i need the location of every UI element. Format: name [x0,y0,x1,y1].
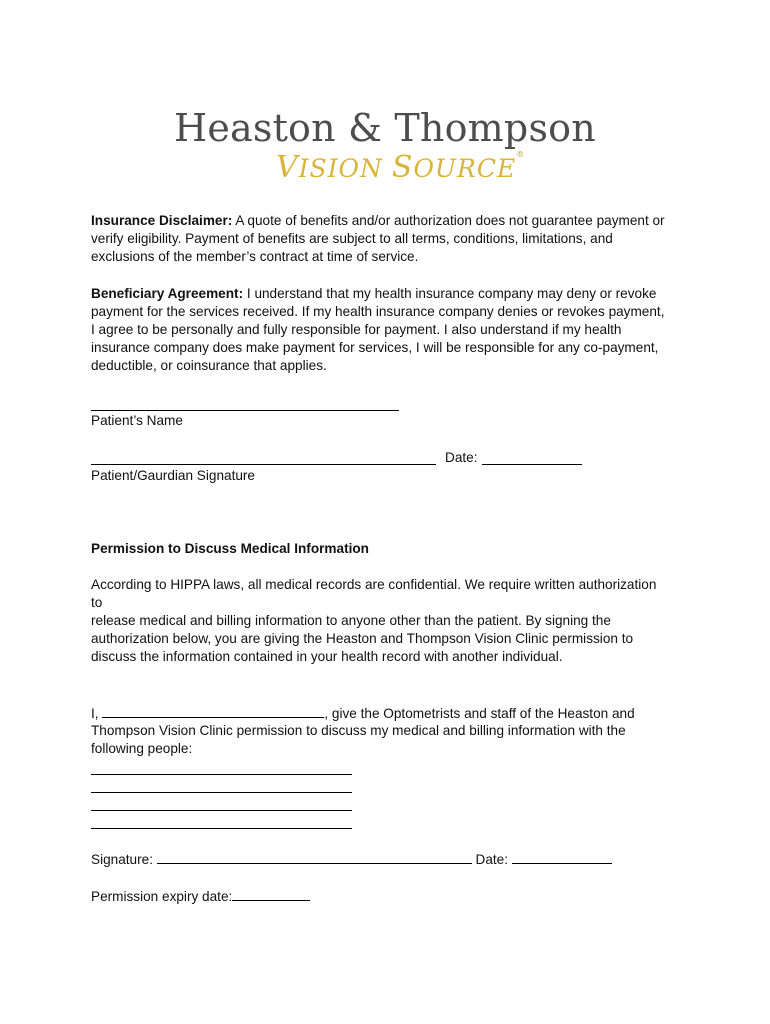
beneficiary-line-1 [91,285,656,303]
permission-line-1: According to HIPPA laws, all medical records are confidential. We require written authorization [91,577,657,592]
permission-line-3: release medical and billing information to anyone other than the patient. By signing the [91,613,611,628]
authorized-person-field-2[interactable] [91,792,352,793]
beneficiary-line-4: insurance company does make payment for services, I will be responsible for any co-payment, [91,340,659,355]
expiry-label: Permission expiry date: [91,889,233,904]
beneficiary-line-2: payment for the services received. If my health insurance company denies or revokes payment, [91,304,665,319]
bottom-date-field[interactable] [512,850,612,864]
date-field[interactable] [482,464,582,465]
permission-line-5: discuss the information contained in your health record with another individual. [91,649,563,664]
date-label: Date: [445,450,478,465]
logo-subtitle [276,150,525,185]
insurance-line-1 [91,212,665,230]
authorization-line-1 [91,704,635,723]
beneficiary-line-3: I agree to be personally and fully responsible for payment. I also understand if my health [91,322,622,337]
insurance-heading: Insurance Disclaimer: [91,213,233,228]
insurance-text-1: A quote of benefits and/or authorization does not guarantee payment or [232,213,665,228]
authorization-line-2: Thompson Vision Clinic permission to discuss my medical and billing information with the [91,723,626,738]
permission-line-4: authorization below, you are giving the Heaston and Thompson Vision Clinic permission to [91,631,634,646]
registered-mark: ® [516,150,526,159]
logo-subtitle-ource: OURCE [413,154,517,183]
logo-subtitle-ision: ISION [298,154,392,183]
signature-field[interactable] [157,850,472,864]
expiry-date-field[interactable] [232,887,310,901]
beneficiary-heading: Beneficiary Agreement: [91,286,244,301]
beneficiary-text-1: I understand that my health insurance company may deny or revoke [243,286,657,301]
expiry-row [91,887,310,906]
signature-label: Signature: [91,852,153,867]
patient-name-label: Patient’s Name [91,413,183,428]
authorizing-person-field[interactable] [102,704,324,718]
signature-row [91,850,612,869]
patient-name-field[interactable] [91,410,399,411]
insurance-line-3: exclusions of the member’s contract at time of service. [91,249,419,264]
patient-signature-label: Patient/Gaurdian Signature [91,468,255,483]
logo-subtitle-v: V [276,150,299,185]
insurance-line-2: verify eligibility. Payment of benefits are subject to all terms, conditions, limitations, and [91,231,613,246]
authorized-person-field-1[interactable] [91,774,352,775]
patient-signature-field[interactable] [91,464,436,465]
beneficiary-line-5: deductible, or coinsurance that applies. [91,358,327,373]
authorization-line-3: following people: [91,741,193,756]
logo-title: Heaston & Thompson [174,106,596,150]
logo-subtitle-s: S [391,150,414,185]
clinic-logo [0,100,770,190]
authorized-person-field-4[interactable] [91,828,352,829]
permission-line-2: to [91,595,103,610]
authorization-text-1: , give the Optometrists and staff of the Heaston and [324,706,635,721]
authorization-prefix: I, [91,706,99,721]
bottom-date-label: Date: [475,852,509,867]
permission-heading: Permission to Discuss Medical Information [91,541,369,556]
authorized-person-field-3[interactable] [91,810,352,811]
